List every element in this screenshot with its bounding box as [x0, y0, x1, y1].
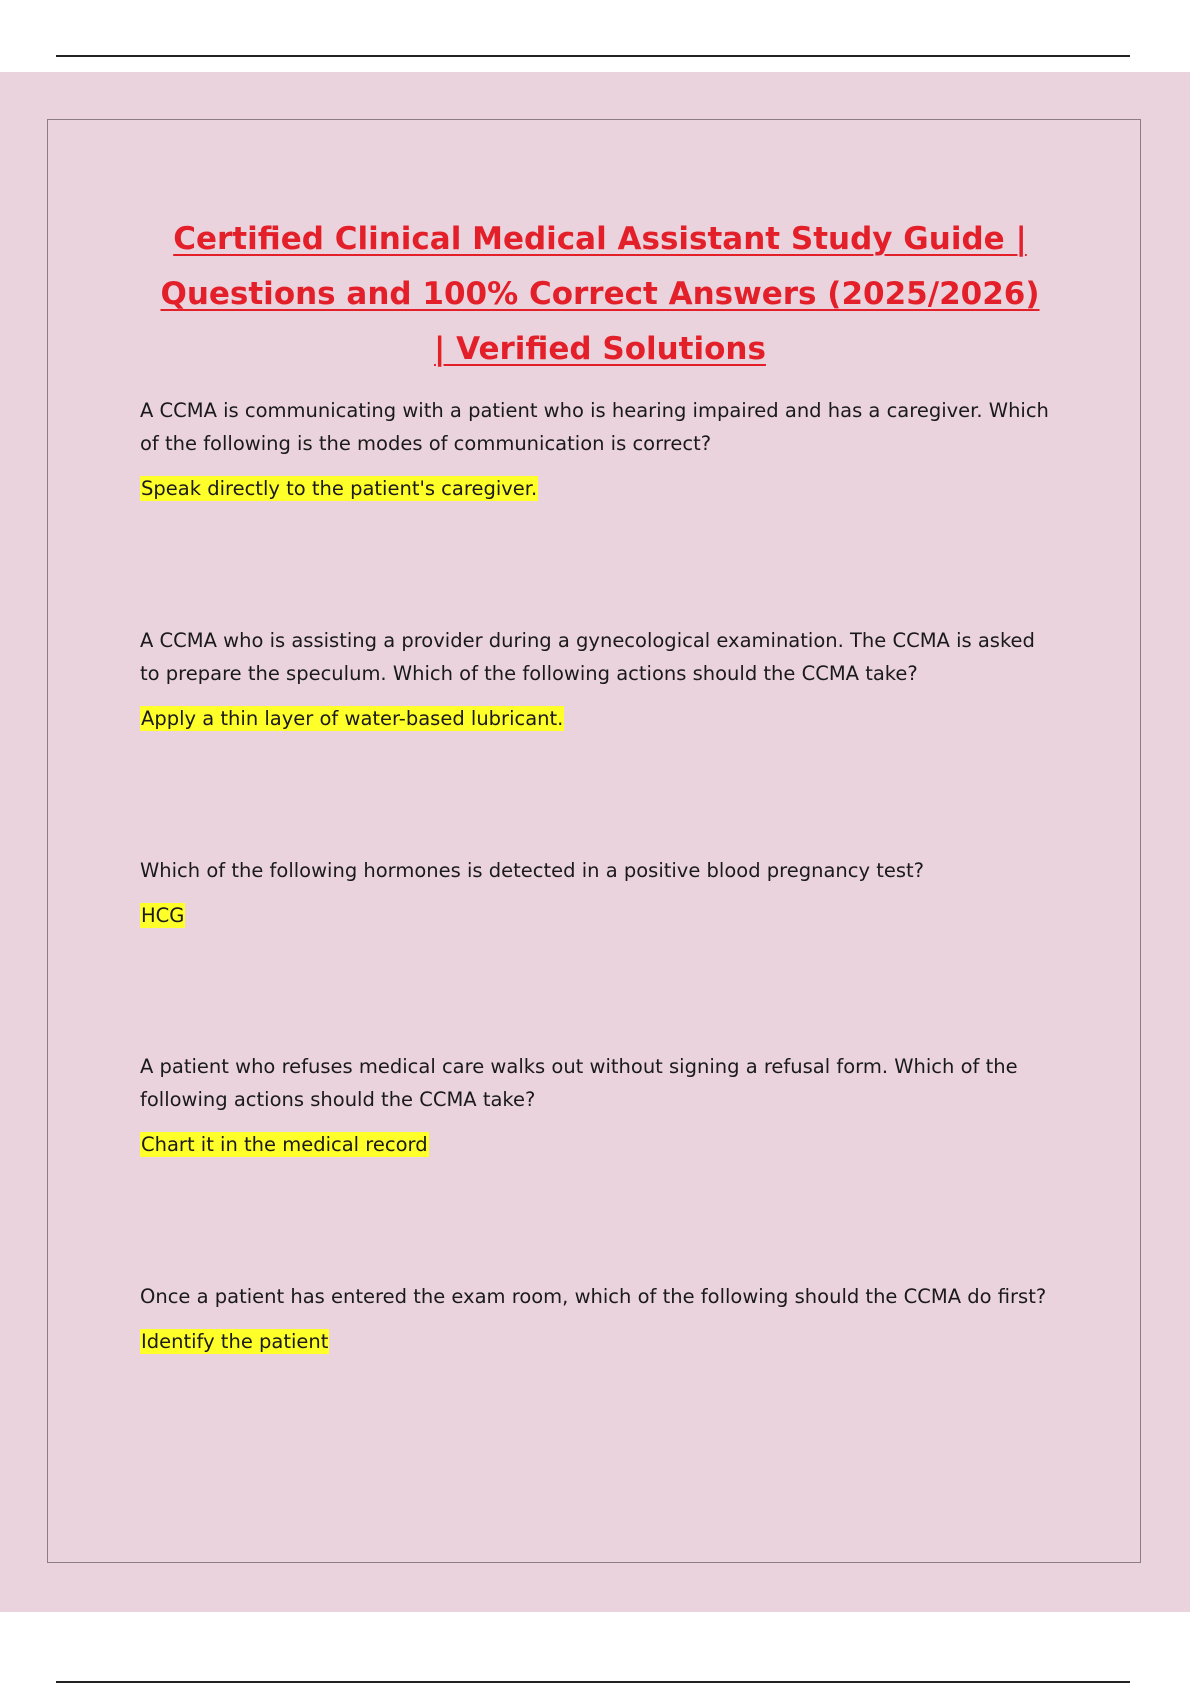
answer-text [140, 705, 1050, 732]
question-text: Once a patient has entered the exam room, which of the following should the CCMA do first? [140, 1285, 1047, 1308]
top-divider [56, 55, 1130, 57]
answer-text [140, 1131, 1050, 1158]
answer-text [140, 1328, 1050, 1355]
answer-highlight: Speak directly to the patient's caregiver. [141, 477, 538, 500]
qa-item-5 [140, 1280, 1050, 1355]
question-text: A CCMA who is assisting a provider during a gynecological examination. The CCMA is asked to prepare the speculum. Which of the following actions should the CCMA take? [140, 629, 1035, 685]
answer-text [140, 902, 1050, 929]
document-title: Certified Clinical Medical Assistant Study Guide | Questions and 100% Correct Answers (2025/2026) | Verified Solutions [160, 221, 1040, 367]
qa-item-3 [140, 854, 1050, 929]
bottom-divider [56, 1681, 1130, 1683]
question-text: A CCMA is communicating with a patient who is hearing impaired and has a caregiver. Which of the following is the modes of communication is correct? [140, 399, 1049, 455]
qa-item-2 [140, 624, 1050, 732]
question-text: A patient who refuses medical care walks out without signing a refusal form. Which of the following actions should the CCMA take? [140, 1055, 1018, 1111]
qa-item-1 [140, 394, 1050, 502]
answer-text [140, 475, 1050, 502]
question-text: Which of the following hormones is detected in a positive blood pregnancy test? [140, 859, 925, 882]
answer-highlight: Chart it in the medical record [141, 1133, 428, 1156]
answer-highlight: HCG [141, 904, 185, 927]
answer-highlight: Apply a thin layer of water-based lubricant. [141, 707, 564, 730]
answer-highlight: Identify the patient [141, 1330, 329, 1353]
qa-item-4 [140, 1050, 1050, 1158]
